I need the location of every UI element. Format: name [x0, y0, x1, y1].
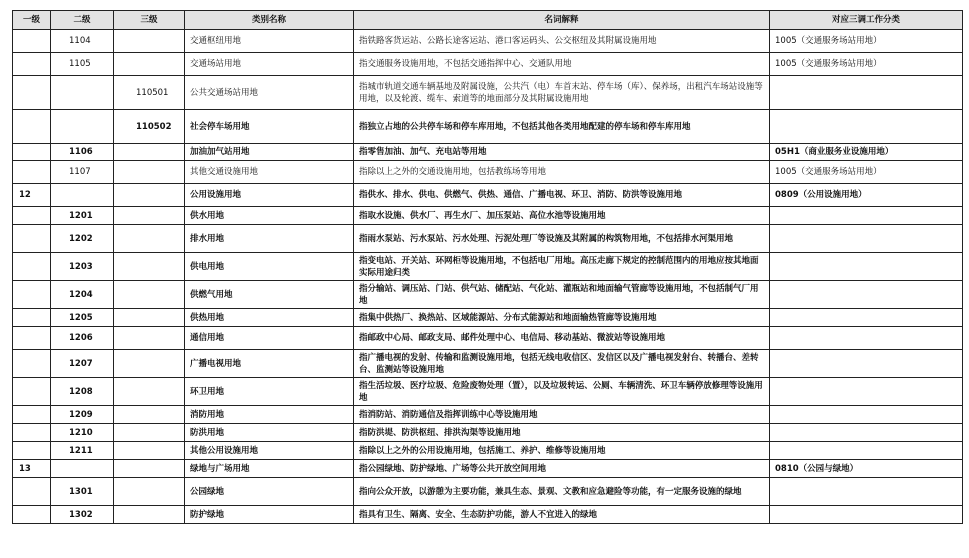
- cell-survey-category: [770, 327, 963, 350]
- cell-survey-category: [770, 406, 963, 424]
- cell-level-3: [114, 30, 185, 53]
- cell-level-3: 110501: [114, 76, 185, 110]
- cell-level-3: 110502: [114, 110, 185, 144]
- table-row: [13, 460, 963, 478]
- cell-definition: 指铁路客货运站、公路长途客运站、港口客运码头、公交枢纽及其附属设施用地: [354, 30, 770, 53]
- cell-level-3: [114, 378, 185, 406]
- table-row: [13, 161, 963, 184]
- cell-category-name: 社会停车场用地: [185, 110, 354, 144]
- cell-survey-category: [770, 309, 963, 327]
- table-header-row: [13, 11, 963, 30]
- cell-category-name: 交通场站用地: [185, 53, 354, 76]
- cell-level-3: [114, 478, 185, 506]
- cell-category-name: 其他交通设施用地: [185, 161, 354, 184]
- cell-level-2: 1104: [51, 30, 114, 53]
- cell-category-name: 防护绿地: [185, 506, 354, 524]
- cell-definition: 指向公众开放，以游憩为主要功能，兼具生态、景观、文教和应急避险等功能，有一定服务设施的绿地: [354, 478, 770, 506]
- cell-level-2: 1302: [51, 506, 114, 524]
- table-row: [13, 30, 963, 53]
- cell-level-1: [13, 253, 51, 281]
- header-definition: 名词解释: [354, 11, 770, 30]
- cell-level-2: 1106: [51, 144, 114, 161]
- cell-level-1: [13, 144, 51, 161]
- cell-category-name: 排水用地: [185, 225, 354, 253]
- table-row: [13, 378, 963, 406]
- cell-level-1: [13, 442, 51, 460]
- table-row: [13, 350, 963, 378]
- cell-level-3: [114, 184, 185, 207]
- cell-level-3: [114, 309, 185, 327]
- cell-definition: 指取水设施、供水厂、再生水厂、加压泵站、高位水池等设施用地: [354, 207, 770, 225]
- cell-survey-category: [770, 350, 963, 378]
- cell-definition: 指生活垃圾、医疗垃圾、危险废物处理（置），以及垃圾转运、公厕、车辆清洗、环卫车辆停放修理等设施用地: [354, 378, 770, 406]
- cell-category-name: 消防用地: [185, 406, 354, 424]
- cell-level-2: 1301: [51, 478, 114, 506]
- cell-level-3: [114, 327, 185, 350]
- cell-category-name: 绿地与广场用地: [185, 460, 354, 478]
- cell-level-3: [114, 460, 185, 478]
- cell-level-3: [114, 161, 185, 184]
- cell-level-1: [13, 327, 51, 350]
- header-survey-category: 对应三调工作分类: [770, 11, 963, 30]
- cell-level-2: 1207: [51, 350, 114, 378]
- cell-category-name: 通信用地: [185, 327, 354, 350]
- cell-level-1: 13: [13, 460, 51, 478]
- cell-level-2: 1107: [51, 161, 114, 184]
- cell-level-3: [114, 53, 185, 76]
- cell-survey-category: [770, 110, 963, 144]
- cell-level-2: [51, 460, 114, 478]
- cell-survey-category: 1005（交通服务场站用地）: [770, 161, 963, 184]
- cell-level-2: [51, 76, 114, 110]
- cell-level-1: [13, 478, 51, 506]
- table-body: [13, 30, 963, 524]
- cell-level-1: [13, 424, 51, 442]
- cell-category-name: 环卫用地: [185, 378, 354, 406]
- cell-definition: 指变电站、开关站、环网柜等设施用地，不包括电厂用地。高压走廊下规定的控制范围内的用地应按其地面实际用途归类: [354, 253, 770, 281]
- land-classification-table: [12, 10, 963, 524]
- cell-category-name: 供水用地: [185, 207, 354, 225]
- table-row: [13, 478, 963, 506]
- header-level-1: 一级: [13, 11, 51, 30]
- header-level-2: 二级: [51, 11, 114, 30]
- cell-level-3: [114, 144, 185, 161]
- cell-level-1: [13, 53, 51, 76]
- cell-survey-category: [770, 76, 963, 110]
- cell-definition: 指供水、排水、供电、供燃气、供热、通信、广播电视、环卫、消防、防洪等设施用地: [354, 184, 770, 207]
- table-row: [13, 184, 963, 207]
- cell-level-2: 1211: [51, 442, 114, 460]
- cell-level-2: [51, 184, 114, 207]
- cell-category-name: 供热用地: [185, 309, 354, 327]
- cell-level-3: [114, 442, 185, 460]
- table-row: [13, 144, 963, 161]
- table-row: [13, 424, 963, 442]
- cell-category-name: 公园绿地: [185, 478, 354, 506]
- cell-level-1: [13, 207, 51, 225]
- cell-level-2: 1208: [51, 378, 114, 406]
- cell-level-1: [13, 30, 51, 53]
- cell-survey-category: [770, 281, 963, 309]
- cell-level-2: 1203: [51, 253, 114, 281]
- cell-survey-category: 05H1（商业服务业设施用地）: [770, 144, 963, 161]
- cell-definition: 指交通服务设施用地，不包括交通指挥中心、交通队用地: [354, 53, 770, 76]
- cell-category-name: 供燃气用地: [185, 281, 354, 309]
- table-row: [13, 253, 963, 281]
- cell-level-1: [13, 350, 51, 378]
- table-row: [13, 53, 963, 76]
- cell-level-1: [13, 76, 51, 110]
- cell-level-2: 1204: [51, 281, 114, 309]
- table-row: [13, 281, 963, 309]
- cell-survey-category: [770, 424, 963, 442]
- cell-definition: 指雨水泵站、污水泵站、污水处理、污泥处理厂等设施及其附属的构筑物用地，不包括排水河渠用地: [354, 225, 770, 253]
- cell-category-name: 供电用地: [185, 253, 354, 281]
- table-row: [13, 442, 963, 460]
- cell-category-name: 交通枢纽用地: [185, 30, 354, 53]
- table-row: [13, 76, 963, 110]
- cell-level-1: [13, 406, 51, 424]
- cell-level-1: [13, 309, 51, 327]
- cell-survey-category: [770, 506, 963, 524]
- cell-definition: 指消防站、消防通信及指挥训练中心等设施用地: [354, 406, 770, 424]
- cell-level-2: 1201: [51, 207, 114, 225]
- cell-level-1: [13, 281, 51, 309]
- cell-category-name: 防洪用地: [185, 424, 354, 442]
- cell-level-1: [13, 378, 51, 406]
- table-row: [13, 207, 963, 225]
- cell-definition: 指分输站、调压站、门站、供气站、储配站、气化站、灌瓶站和地面输气管廊等设施用地，不包括制气厂用地: [354, 281, 770, 309]
- cell-level-3: [114, 424, 185, 442]
- cell-definition: 指集中供热厂、换热站、区域能源站、分布式能源站和地面输热管廊等设施用地: [354, 309, 770, 327]
- cell-category-name: 公用设施用地: [185, 184, 354, 207]
- table-row: [13, 327, 963, 350]
- cell-survey-category: 1005（交通服务场站用地）: [770, 30, 963, 53]
- cell-category-name: 加油加气站用地: [185, 144, 354, 161]
- header-level-3: 三级: [114, 11, 185, 30]
- cell-definition: 指城市轨道交通车辆基地及附属设施，公共汽（电）车首末站、停车场（库）、保养场，出租汽车场站设施等用地，以及轮渡、缆车、索道等的地面部分及其附属设施用地: [354, 76, 770, 110]
- cell-survey-category: 0810（公园与绿地）: [770, 460, 963, 478]
- cell-survey-category: [770, 253, 963, 281]
- table-row: [13, 225, 963, 253]
- cell-survey-category: [770, 442, 963, 460]
- cell-definition: 指除以上之外的交通设施用地，包括教练场等用地: [354, 161, 770, 184]
- cell-category-name: 其他公用设施用地: [185, 442, 354, 460]
- cell-level-3: [114, 406, 185, 424]
- cell-survey-category: [770, 207, 963, 225]
- cell-definition: 指广播电视的发射、传输和监测设施用地，包括无线电收信区、发信区以及广播电视发射台、转播台、差转台、监测站等设施用地: [354, 350, 770, 378]
- cell-level-2: 1210: [51, 424, 114, 442]
- cell-level-2: 1206: [51, 327, 114, 350]
- table-row: [13, 506, 963, 524]
- cell-definition: 指零售加油、加气、充电站等用地: [354, 144, 770, 161]
- cell-level-1: [13, 161, 51, 184]
- cell-survey-category: 1005（交通服务场站用地）: [770, 53, 963, 76]
- cell-level-3: [114, 253, 185, 281]
- cell-level-1: [13, 110, 51, 144]
- table-row: [13, 406, 963, 424]
- header-category-name: 类别名称: [185, 11, 354, 30]
- cell-level-1: 12: [13, 184, 51, 207]
- cell-survey-category: 0809（公用设施用地）: [770, 184, 963, 207]
- cell-definition: 指独立占地的公共停车场和停车库用地，不包括其他各类用地配建的停车场和停车库用地: [354, 110, 770, 144]
- cell-level-2: 1105: [51, 53, 114, 76]
- cell-level-3: [114, 225, 185, 253]
- cell-definition: 指公园绿地、防护绿地、广场等公共开放空间用地: [354, 460, 770, 478]
- cell-level-3: [114, 207, 185, 225]
- cell-survey-category: [770, 378, 963, 406]
- cell-category-name: 广播电视用地: [185, 350, 354, 378]
- cell-level-3: [114, 506, 185, 524]
- cell-level-3: [114, 281, 185, 309]
- cell-category-name: 公共交通场站用地: [185, 76, 354, 110]
- cell-level-2: [51, 110, 114, 144]
- cell-definition: 指具有卫生、隔离、安全、生态防护功能，游人不宜进入的绿地: [354, 506, 770, 524]
- cell-level-3: [114, 350, 185, 378]
- cell-level-2: 1202: [51, 225, 114, 253]
- cell-level-1: [13, 225, 51, 253]
- cell-survey-category: [770, 478, 963, 506]
- cell-level-2: 1205: [51, 309, 114, 327]
- cell-level-1: [13, 506, 51, 524]
- cell-survey-category: [770, 225, 963, 253]
- table-row: [13, 309, 963, 327]
- cell-definition: 指除以上之外的公用设施用地，包括施工、养护、维修等设施用地: [354, 442, 770, 460]
- cell-definition: 指邮政中心局、邮政支局、邮件处理中心、电信局、移动基站、微波站等设施用地: [354, 327, 770, 350]
- table-row: [13, 110, 963, 144]
- cell-level-2: 1209: [51, 406, 114, 424]
- cell-definition: 指防洪堤、防洪枢纽、排洪沟渠等设施用地: [354, 424, 770, 442]
